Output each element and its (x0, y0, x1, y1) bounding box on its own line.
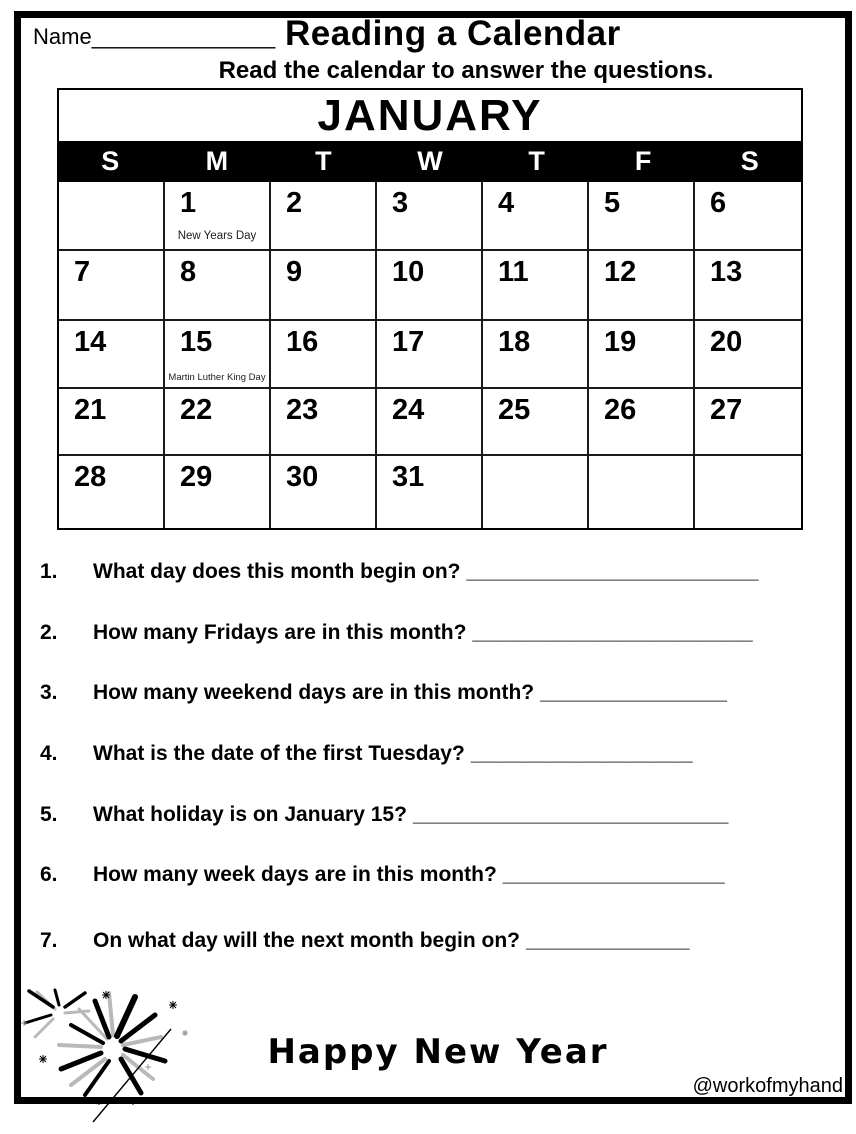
calendar-cell (165, 389, 271, 456)
date-number: 23 (286, 394, 319, 426)
date-number: 5 (604, 187, 621, 219)
date-number: 17 (392, 326, 425, 358)
calendar-cell (483, 251, 589, 321)
question-row (40, 803, 829, 827)
calendar-cell (695, 251, 801, 321)
answer-blank-line: ___________________ (502, 863, 725, 886)
date-number: 29 (180, 461, 213, 493)
date-number: 25 (498, 394, 531, 426)
question-row (40, 929, 829, 953)
date-number (695, 456, 801, 462)
calendar-cell (59, 456, 165, 528)
fireworks-icon (13, 984, 198, 1134)
date-number: 6 (710, 187, 727, 219)
question-row (40, 621, 829, 645)
date-number: 8 (180, 256, 197, 288)
footer-message: Happy New Year (267, 1032, 609, 1072)
calendar-cell (377, 456, 483, 528)
date-number (59, 182, 163, 188)
calendar-cell (695, 182, 801, 251)
question-number: 4. (40, 742, 58, 765)
calendar-cell (483, 389, 589, 456)
calendar-cell (377, 251, 483, 321)
day-header-thursday: T (528, 146, 545, 176)
calendar-cell (271, 251, 377, 321)
calendar-cell (165, 456, 271, 528)
date-number: 2 (286, 187, 303, 219)
question-text: What holiday is on January 15? (93, 803, 407, 826)
question-text: What is the date of the first Tuesday? (93, 742, 465, 765)
date-number: 27 (710, 394, 743, 426)
day-header-tuesday: T (315, 146, 332, 176)
date-number: 31 (392, 461, 425, 493)
question-text: What day does this month begin on? (93, 560, 461, 583)
calendar-cell (59, 321, 165, 389)
calendar-cell (59, 251, 165, 321)
name-label: Name (33, 24, 92, 49)
day-header-sunday: S (101, 146, 120, 176)
question-number: 7. (40, 929, 58, 952)
calendar-cell (695, 456, 801, 528)
calendar-cell (377, 182, 483, 251)
answer-blank-line: ___________________________ (412, 803, 729, 826)
calendar-cell (589, 251, 695, 321)
holiday-label: Martin Luther King Day (168, 372, 266, 383)
calendar-grid (57, 180, 803, 530)
date-number: 3 (392, 187, 409, 219)
calendar (57, 88, 803, 530)
calendar-cell (59, 182, 165, 251)
calendar-cell (377, 389, 483, 456)
day-header-wednesday: W (417, 146, 443, 176)
question-text: How many Fridays are in this month? (93, 621, 467, 644)
date-number (483, 456, 587, 462)
answer-blank-line: _________________________ (466, 560, 759, 583)
date-number: 21 (74, 394, 107, 426)
calendar-day-header-row (57, 143, 803, 180)
day-header-friday: F (634, 146, 652, 176)
calendar-cell (165, 321, 271, 389)
calendar-cell (483, 321, 589, 389)
date-number: 19 (604, 326, 637, 358)
question-text: On what day will the next month begin on? (93, 929, 521, 952)
question-number: 2. (40, 621, 58, 644)
date-number: 15 (180, 326, 213, 358)
date-number: 26 (604, 394, 637, 426)
calendar-cell (165, 182, 271, 251)
calendar-cell (589, 321, 695, 389)
day-header-monday: M (205, 146, 229, 176)
date-number: 10 (392, 256, 425, 288)
calendar-month-title: JANUARY (57, 88, 803, 143)
calendar-cell (589, 389, 695, 456)
date-number: 4 (498, 187, 515, 219)
date-number: 14 (74, 326, 107, 358)
question-row (40, 681, 829, 705)
date-number: 12 (604, 256, 637, 288)
worksheet-page (14, 11, 852, 1104)
date-number: 13 (710, 256, 743, 288)
date-number: 24 (392, 394, 425, 426)
calendar-cell (165, 251, 271, 321)
date-number: 30 (286, 461, 319, 493)
answer-blank-line: ________________________ (472, 621, 753, 644)
calendar-cell (695, 389, 801, 456)
date-number: 9 (286, 256, 303, 288)
calendar-cell (483, 456, 589, 528)
date-number: 28 (74, 461, 107, 493)
question-number: 1. (40, 560, 58, 583)
calendar-cell (271, 321, 377, 389)
calendar-cell (483, 182, 589, 251)
question-number: 5. (40, 803, 58, 826)
page-title: Reading a Calendar (285, 14, 621, 53)
question-row (40, 560, 829, 584)
calendar-cell (59, 389, 165, 456)
question-text: How many weekend days are in this month? (93, 681, 535, 704)
credit-handle: @workofmyhand (692, 1075, 843, 1097)
date-number: 7 (74, 256, 91, 288)
question-number: 3. (40, 681, 58, 704)
calendar-cell (377, 321, 483, 389)
calendar-cell (589, 456, 695, 528)
date-number: 16 (286, 326, 319, 358)
question-row (40, 863, 829, 887)
name-blank-line: _______________ (91, 24, 276, 49)
calendar-cell (271, 182, 377, 251)
answer-blank-line: ________________ (540, 681, 727, 704)
name-field (33, 24, 275, 50)
calendar-cell (271, 456, 377, 528)
date-number (589, 456, 693, 462)
question-text: How many week days are in this month? (93, 863, 497, 886)
date-number: 18 (498, 326, 531, 358)
holiday-label: New Years Day (177, 230, 257, 242)
date-number: 22 (180, 394, 213, 426)
calendar-cell (589, 182, 695, 251)
page-subtitle: Read the calendar to answer the questions. (218, 57, 714, 84)
date-number: 20 (710, 326, 743, 358)
answer-blank-line: ______________ (526, 929, 690, 952)
calendar-cell (695, 321, 801, 389)
date-number: 11 (498, 256, 529, 288)
date-number: 1 (180, 187, 197, 219)
day-header-saturday: S (740, 146, 759, 176)
question-number: 6. (40, 863, 58, 886)
question-row (40, 742, 829, 766)
calendar-cell (271, 389, 377, 456)
answer-blank-line: ___________________ (470, 742, 693, 765)
